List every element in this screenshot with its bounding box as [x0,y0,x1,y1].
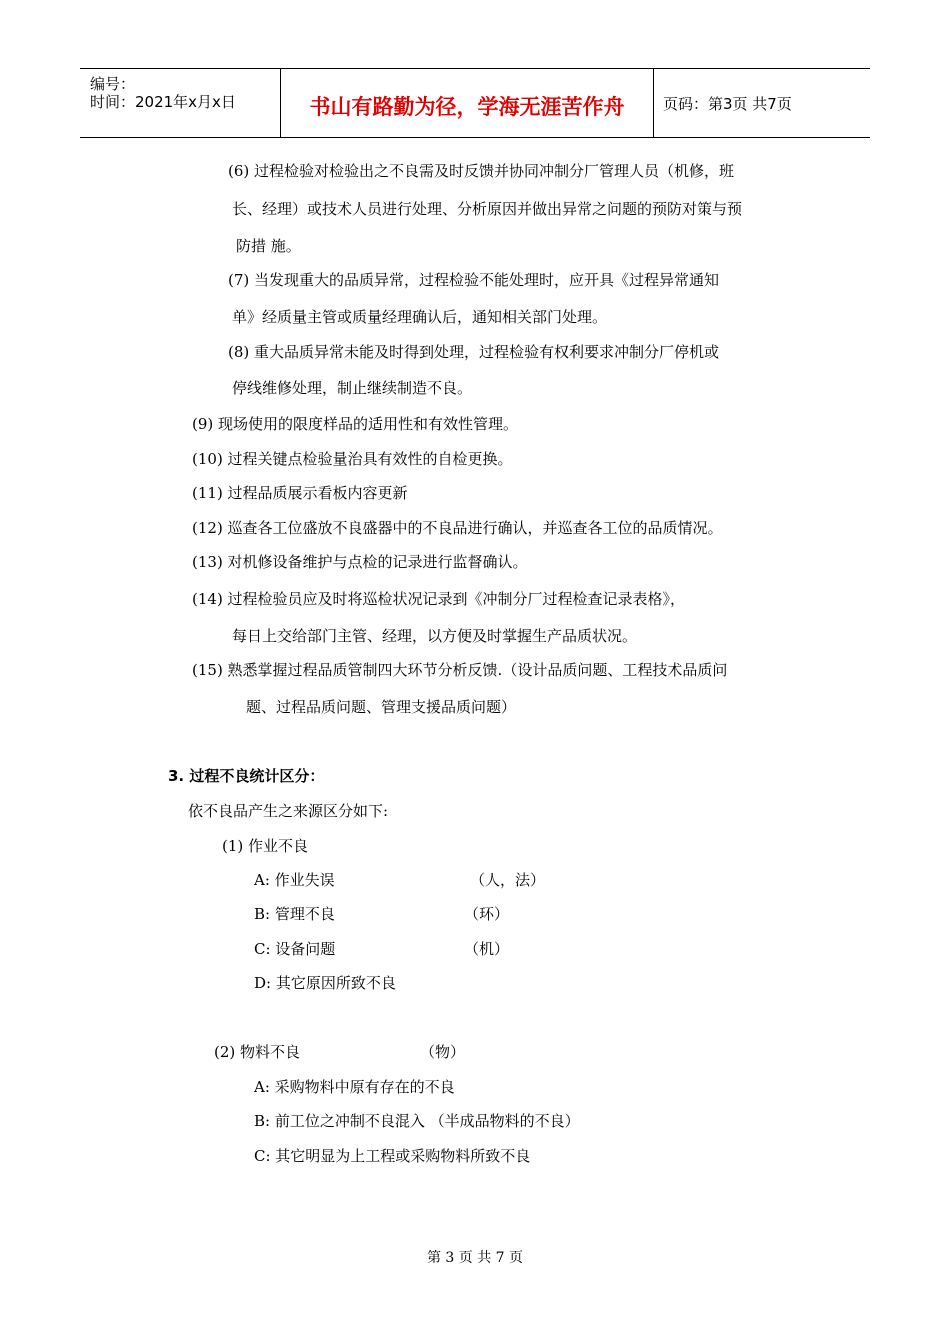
group-1-item-a-tag: （人，法） [470,871,546,889]
group-2-item-c: C: 其它明显为上工程或采购物料所致不良 [254,1147,531,1165]
page-header [80,68,870,138]
page-footer: 第 3 页 共 7 页 [426,1250,524,1266]
group-1-item-c: C: 设备问题 [254,940,336,958]
list-item-8-cont: 停线维修处理，制止继续制造不良。 [232,379,473,397]
document-number-label: 编号： [90,75,136,93]
section-heading: 3. 过程不良统计区分： [168,767,325,785]
group-1-item-b: B: 管理不良 [254,905,335,923]
header-info-cell [80,69,280,137]
list-item-6-cont: 防措 施。 [236,237,301,255]
list-item-8: (8) 重大品质异常未能及时得到处理，过程检验有权利要求冲制分厂停机或 [228,343,720,361]
list-item-14-cont: 每日上交给部门主管、经理，以方便及时掌握生产品质状况。 [232,627,638,645]
document-date: 时间：2021年x月x日 [90,93,236,111]
list-item-15-cont: 题、过程品质问题、管理支援品质问题） [246,698,517,716]
list-item-6-cont: 长、经理）或技术人员进行处理、分析原因并做出异常之问题的预防对策与预 [232,200,743,218]
header-motto: 书山有路勤为径，学海无涯苦作舟 [309,95,625,119]
list-item-12: (12) 巡查各工位盛放不良盛器中的不良品进行确认，并巡查各工位的品质情况。 [192,519,723,537]
list-item-15: (15) 熟悉掌握过程品质管制四大环节分析反馈.（设计品质问题、工程技术品质问 [192,661,728,679]
group-1-item-d: D: 其它原因所致不良 [254,974,396,992]
group-2-tag: （物） [420,1043,466,1061]
list-item-13: (13) 对机修设备维护与点检的记录进行监督确认。 [192,553,528,571]
group-1-title: (1) 作业不良 [222,837,309,855]
header-page-cell [653,69,870,137]
group-1-item-b-tag: （环） [464,905,510,923]
group-2-item-a: A: 采购物料中原有存在的不良 [254,1078,455,1096]
list-item-11: (11) 过程品质展示看板内容更新 [192,484,408,502]
header-page-info: 页码：第3页 共7页 [663,95,792,113]
group-2-title: (2) 物料不良 [214,1043,301,1061]
list-item-9: (9) 现场使用的限度样品的适用性和有效性管理。 [192,415,519,433]
section-intro: 依不良品产生之来源区分如下: [188,802,389,820]
group-1-item-c-tag: （机） [464,940,510,958]
list-item-7: (7) 当发现重大的品质异常，过程检验不能处理时，应开具《过程异常通知 [228,271,720,289]
list-item-6: (6) 过程检验对检验出之不良需及时反馈并协同冲制分厂管理人员（机修，班 [228,162,735,180]
list-item-7-cont: 单》经质量主管或质量经理确认后，通知相关部门处理。 [232,308,608,326]
list-item-14: (14) 过程检验员应及时将巡检状况记录到《冲制分厂过程检查记录表格》， [192,590,686,608]
list-item-10: (10) 过程关键点检验量治具有效性的自检更换。 [192,450,513,468]
group-1-item-a: A: 作业失误 [254,871,335,889]
header-motto-cell [280,69,654,137]
group-2-item-b: B: 前工位之冲制不良混入 （半成品物料的不良） [254,1112,580,1130]
